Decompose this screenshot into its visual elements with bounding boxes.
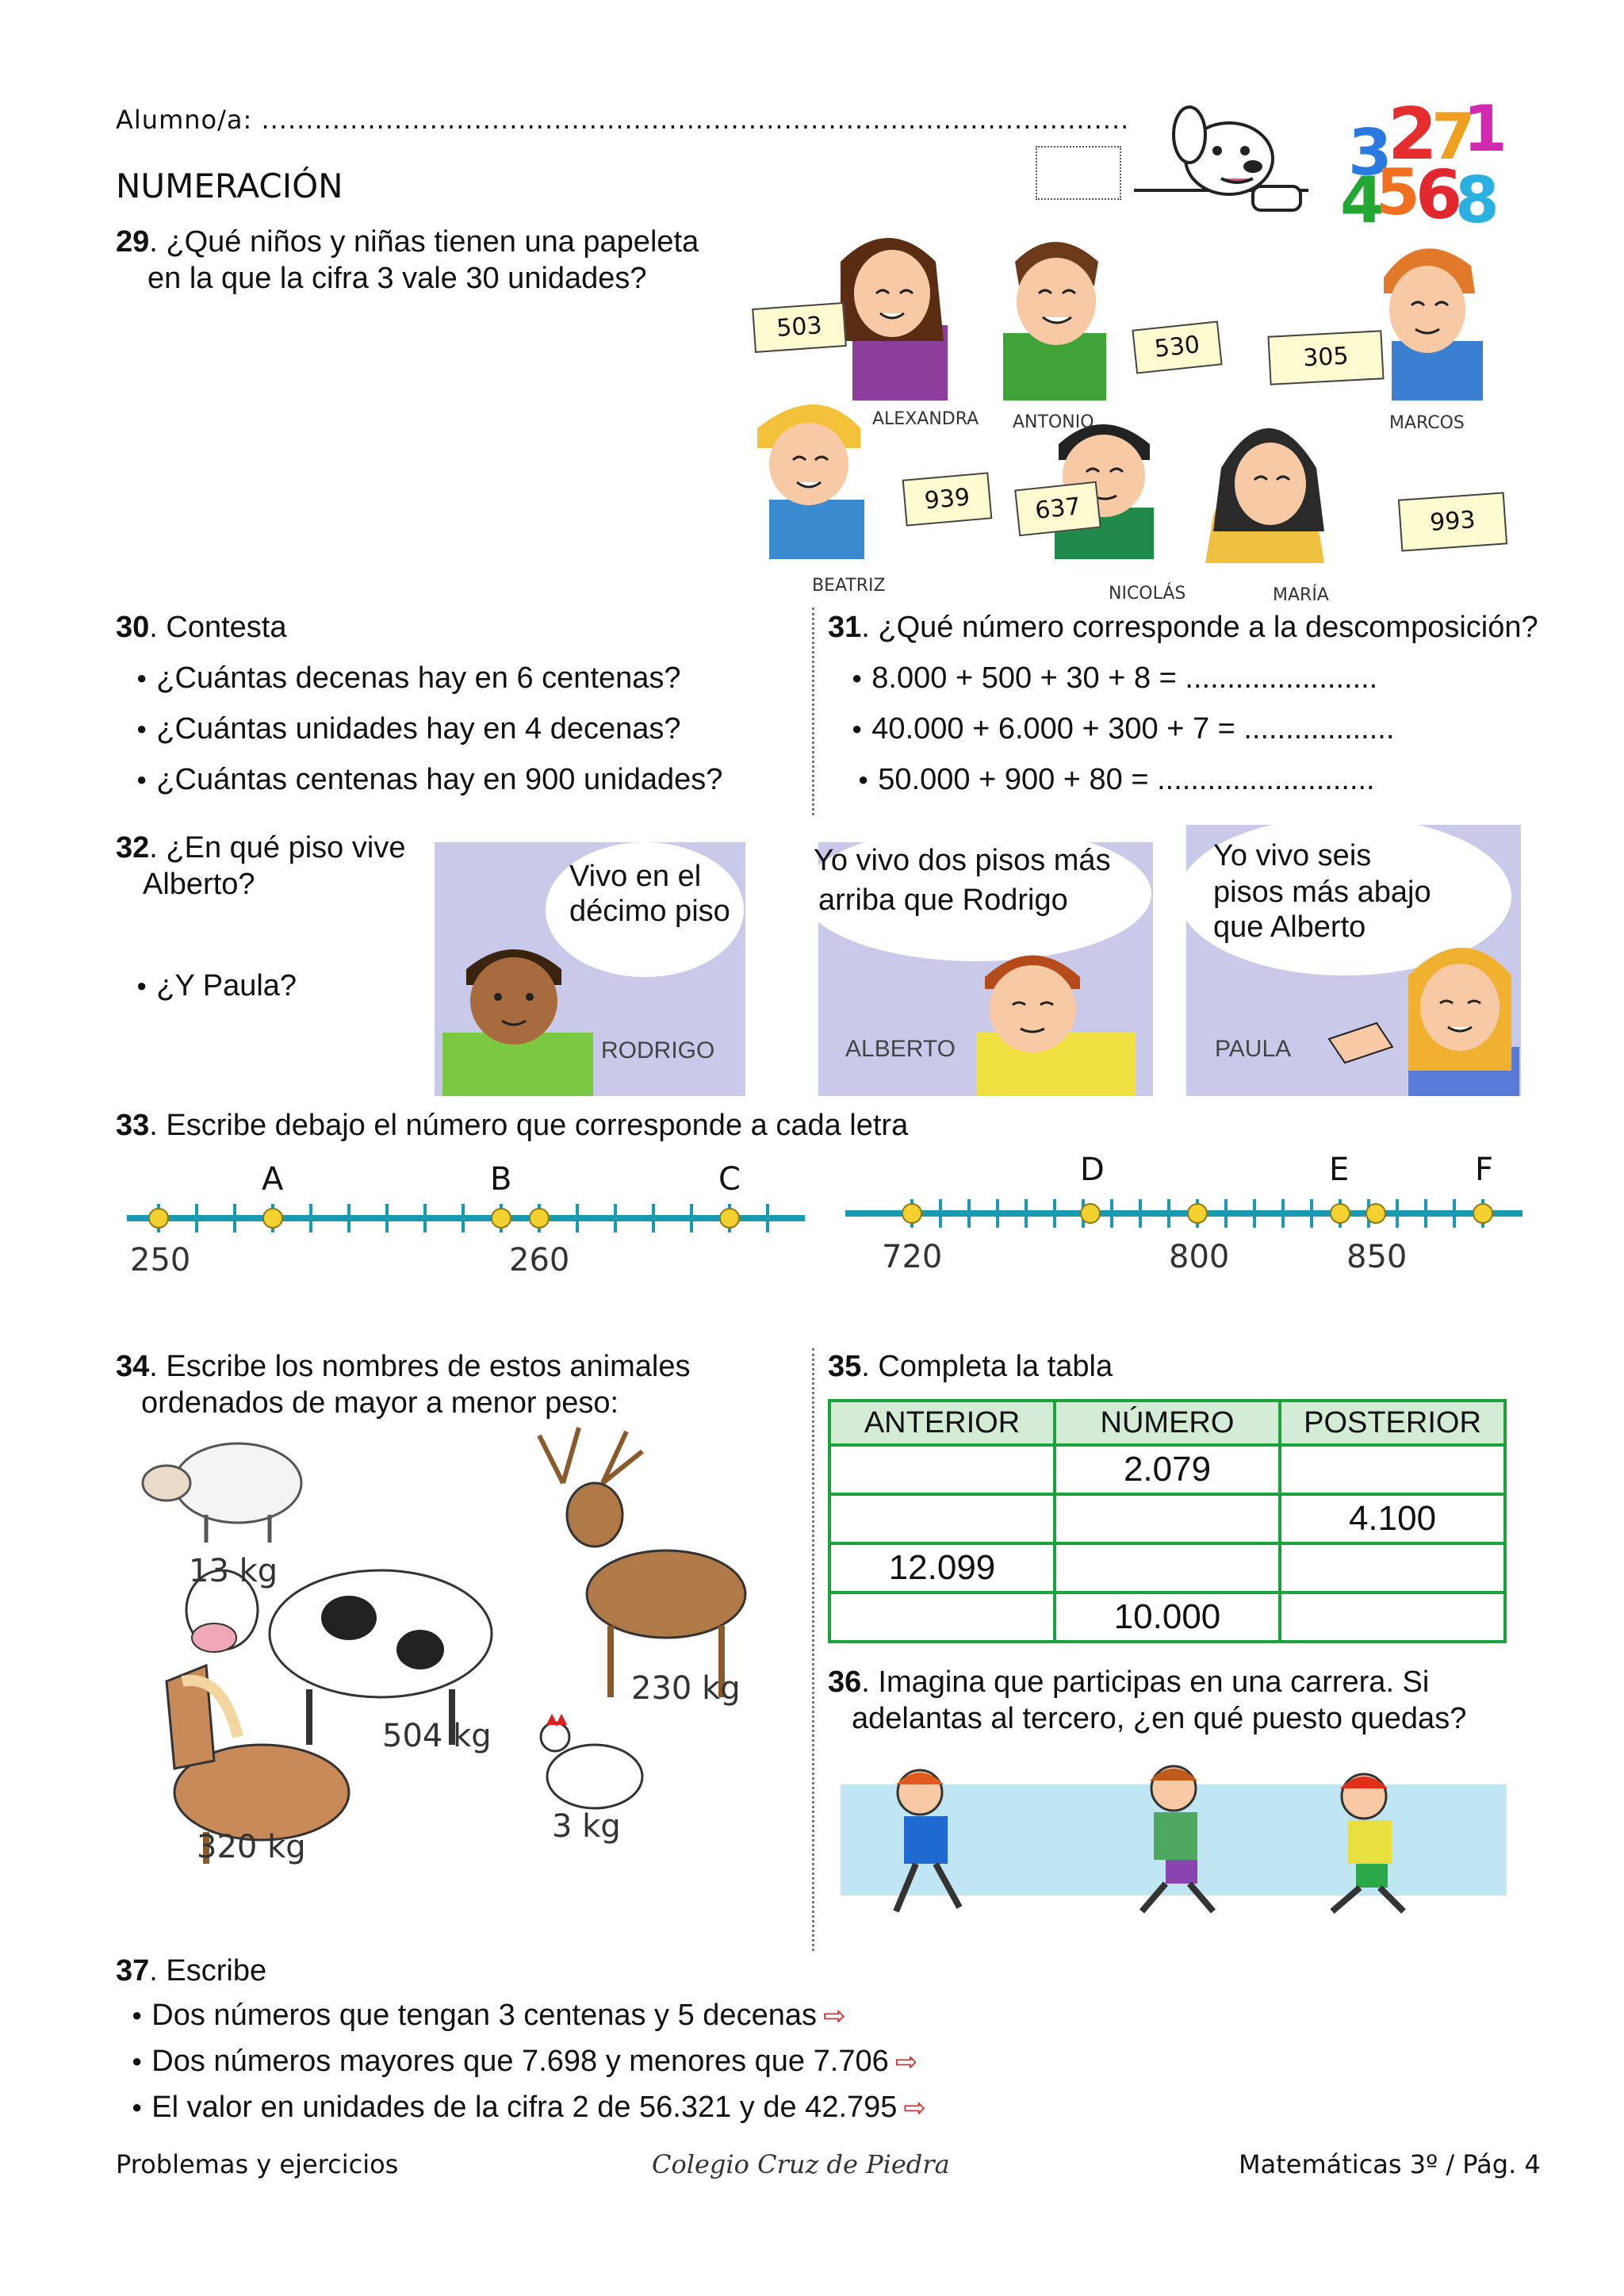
card-marcos: 305 [1267,330,1384,385]
table-cell[interactable] [1280,1445,1505,1494]
nl1-letter-a: A [262,1161,284,1198]
speech-paula-2: pisos más abajo [1213,876,1431,909]
table-cell: 2.079 [1055,1445,1280,1494]
weight-sheep: 13 kg [189,1553,278,1589]
th-anterior: ANTERIOR [829,1401,1055,1445]
label-paula: PAULA [1215,1036,1292,1062]
ex31-title-text: . ¿Qué número corresponde a la descomposición? [861,611,1538,644]
ex31-item-1: ● 8.000 + 500 + 30 + 8 = ....................... [852,660,1377,700]
sheep-icon [143,1443,301,1543]
dog-numbers-illustration [1134,87,1522,230]
svg-text:8: 8 [1455,163,1500,230]
divider-34-35 [812,1348,814,1951]
kid-beatriz [757,404,864,559]
ex32-line1 [116,830,405,866]
kid-alexandra [841,238,948,401]
race-illustration [841,1753,1507,1927]
ex29-text1: . ¿Qué niños y niñas tienen una papeleta [149,225,699,259]
name-maria: MARÍA [1273,585,1329,605]
name-alexandra: ALEXANDRA [872,409,979,429]
ex31-item-2: ● 40.000 + 6.000 + 300 + 7 = .................. [852,711,1394,751]
ex30-title-text: . Contesta [149,611,287,644]
panel-paula [1186,825,1521,1096]
ex31-number: 31 [828,611,862,644]
nl2-label-800: 800 [1169,1239,1230,1275]
ex37-item-1-text: Dos números que tengan 3 centenas y 5 decenas [151,1999,817,2032]
table-cell[interactable] [1280,1593,1505,1642]
ex29-number: 29 [116,225,150,259]
ex37-title [116,1953,266,1989]
ex36-line1 [828,1664,1429,1700]
ex35-title-text: . Completa la tabla [861,1350,1113,1383]
table-cell: 12.099 [829,1543,1055,1593]
svg-text:4: 4 [1340,163,1385,230]
footer-left: Problemas y ejercicios [116,2149,399,2179]
footer-center: Colegio Cruz de Piedra [652,2149,950,2179]
nl2-label-720: 720 [882,1239,943,1275]
table-cell: 4.100 [1280,1494,1505,1543]
ex30-number: 30 [116,611,150,644]
card-alexandra: 503 [752,302,847,353]
name-marcos: MARCOS [1389,413,1465,433]
table-cell[interactable] [1055,1543,1280,1593]
nl2-letter-d: D [1080,1152,1105,1188]
svg-text:7: 7 [1431,100,1476,174]
ex37-title-text: . Escribe [149,1954,267,1987]
ex34-line2: ordenados de mayor a menor peso: [141,1386,619,1420]
table-cell[interactable] [1055,1494,1280,1543]
th-posterior: POSTERIOR [1280,1401,1505,1445]
ex32-item: ● ¿Y Paula? [136,968,297,1008]
ex31-item-3: ● 50.000 + 900 + 80 = .......................... [858,761,1375,802]
card-maria: 993 [1398,492,1507,551]
svg-text:6: 6 [1415,156,1463,230]
rodrigo-figure [435,937,641,1096]
ex30-item-1: ● ¿Cuántas decenas hay en 6 centenas? [136,660,681,700]
arrow-right-icon: ⇨ [894,2047,918,2077]
th-numero: NÚMERO [1055,1401,1280,1445]
student-name-field: Alumno/a: .................................................................................................. [116,105,1130,135]
name-antonio: ANTONIO [1013,412,1094,432]
deer-icon [539,1428,745,1697]
kid-antonio [1003,242,1106,401]
svg-text:5: 5 [1376,155,1420,229]
card-beatriz: 939 [902,472,993,526]
ex33-title [116,1107,908,1144]
divider-30-31 [812,608,814,815]
panel-rodrigo [435,842,745,1096]
weight-deer: 230 kg [631,1670,741,1707]
nl1-letter-c: C [718,1161,741,1198]
label-rodrigo: RODRIGO [601,1037,715,1064]
kid-marcos [1384,248,1483,401]
svg-text:2: 2 [1388,93,1438,176]
nl2-label-850: 850 [1346,1239,1408,1275]
table-cell[interactable] [1280,1543,1505,1593]
nl2-letter-f: F [1475,1152,1494,1188]
svg-text:1: 1 [1463,92,1507,166]
ex30-item-3: ● ¿Cuántas centenas hay en 900 unidades? [136,761,722,802]
speech-alberto-2: arriba que Rodrigo [818,884,1068,917]
ex31-title [828,609,1538,646]
ex30-item-2: ● ¿Cuántas unidades hay en 4 decenas? [136,711,681,751]
ex37-item-1 [132,1997,845,2037]
ex37-item-2 [132,2043,917,2083]
animals-illustration [119,1420,753,1864]
paula-figure [1313,928,1519,1096]
table-cell[interactable] [829,1593,1055,1642]
ex37-item-3-text: El valor en unidades de la cifra 2 de 56.321 y de 42.795 [151,2091,898,2124]
card-antonio: 530 [1132,320,1222,374]
speech-paula-1: Yo vivo seis [1213,839,1372,872]
card-nicolas: 637 [1014,481,1101,537]
nl1-label-250: 250 [130,1242,191,1278]
ex34-number: 34 [116,1350,150,1383]
ex36-line2: adelantas al tercero, ¿en qué puesto quedas? [852,1702,1467,1735]
ex34-line1 [116,1348,690,1385]
ex34-text1: . Escribe los nombres de estos animales [149,1350,691,1383]
speech-rodrigo-2: décimo piso [569,895,730,928]
ex35-title [828,1348,1113,1385]
ex29-line1 [116,224,699,260]
table-cell[interactable] [829,1445,1055,1494]
table-cell: 10.000 [1055,1593,1280,1642]
weight-horse: 320 kg [197,1829,306,1865]
table-cell[interactable] [829,1494,1055,1543]
hen-icon [541,1715,642,1808]
kid-maria [1205,428,1324,563]
ex37-item-3 [132,2089,926,2129]
nl1-letter-b: B [490,1161,512,1198]
alberto-figure [937,937,1143,1096]
ex36-number: 36 [828,1665,862,1699]
grade-box [1036,146,1121,200]
speech-paula-3: que Alberto [1213,910,1366,944]
ex37-item-2-text: Dos números mayores que 7.698 y menores que 7.706 [151,2045,889,2078]
arrow-right-icon: ⇨ [903,2093,926,2123]
speech-rodrigo-1: Vivo en el [569,860,702,893]
weight-cow: 504 kg [382,1718,492,1754]
name-nicolas: NICOLÁS [1109,584,1186,604]
number-line-1 [119,1158,817,1285]
nl2-letter-e: E [1329,1152,1350,1188]
footer-right: Matemáticas 3º / Pág. 4 [1239,2149,1541,2179]
ex35-number: 35 [828,1350,862,1383]
ex33-title-text: . Escribe debajo el número que corresponde a cada letra [149,1109,909,1142]
label-alberto: ALBERTO [845,1036,956,1062]
ex35-table [828,1399,1507,1643]
weight-hen: 3 kg [552,1808,621,1845]
ex32-text1: . ¿En qué piso vive [149,831,406,864]
name-beatriz: BEATRIZ [812,576,886,596]
ex32-number: 32 [116,831,150,864]
arrow-right-icon: ⇨ [822,2001,846,2031]
ex37-number: 37 [116,1954,150,1987]
svg-text:3: 3 [1348,116,1392,190]
ex36-text1: . Imagina que participas en una carrera. Si [861,1665,1430,1699]
ex33-number: 33 [116,1109,150,1142]
ex32-line2: Alberto? [143,868,255,901]
nl1-label-260: 260 [509,1242,570,1278]
ex30-title [116,609,287,646]
panel-alberto [814,842,1153,1096]
ex29-line2: en la que la cifra 3 vale 30 unidades? [147,262,647,295]
section-title: NUMERACIÓN [116,167,343,205]
speech-alberto-1: Yo vivo dos pisos más [814,844,1111,877]
